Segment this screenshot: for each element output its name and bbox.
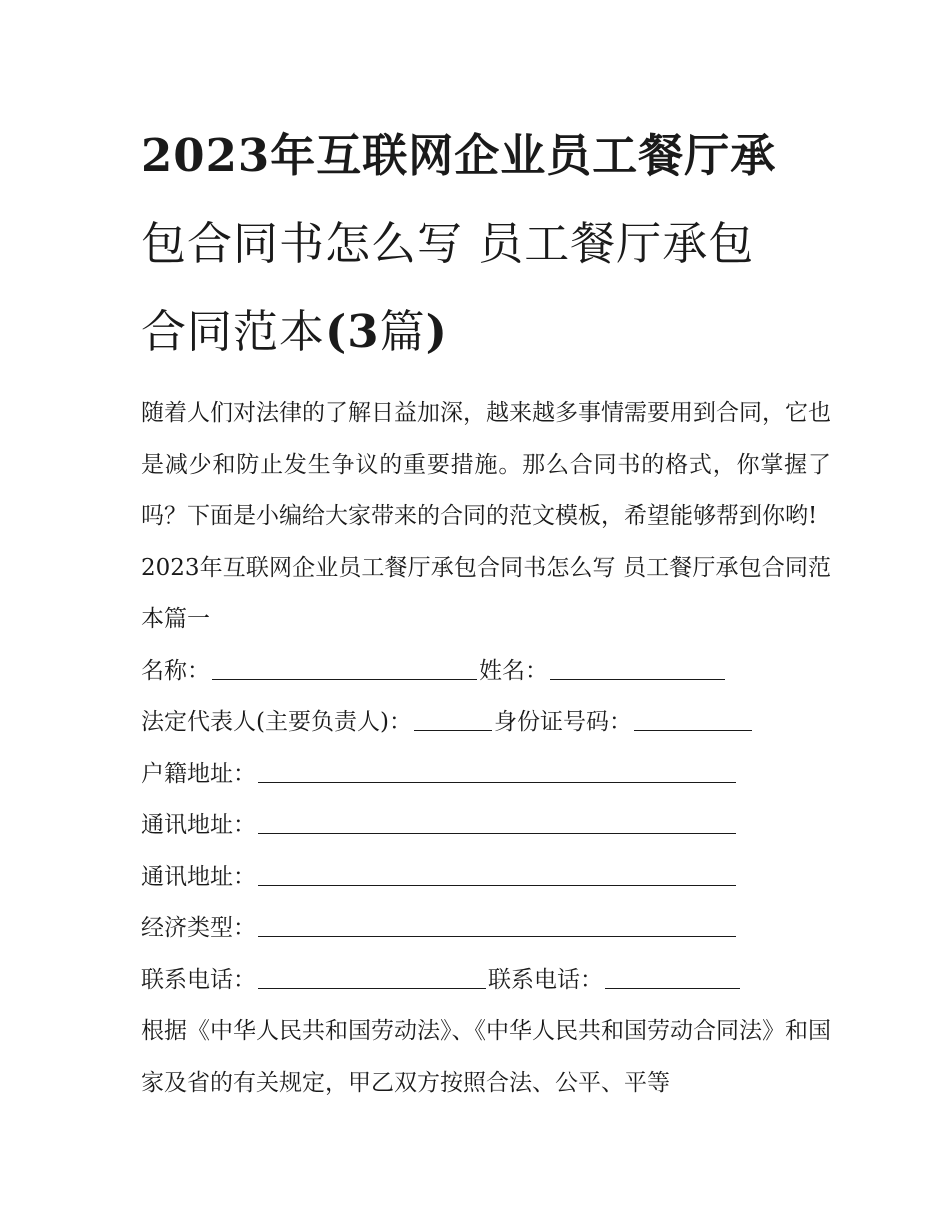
economy-row [141, 903, 831, 955]
id-blank[interactable] [634, 708, 752, 731]
title-line-2: 包合同书怎么写 员工餐厅承包 [141, 217, 755, 270]
title-line-1: 2023年互联网企业员工餐厅承 [141, 129, 777, 182]
address1-row [141, 800, 831, 852]
person-label: 姓名： [479, 657, 548, 684]
phone1-label: 联系电话： [141, 966, 256, 993]
phone1-blank[interactable] [258, 966, 486, 989]
phone2-label: 联系电话： [488, 966, 603, 993]
household-row [141, 749, 831, 801]
address1-blank[interactable] [258, 811, 736, 834]
name-label: 名称： [141, 657, 210, 684]
address1-label: 通讯地址： [141, 812, 256, 838]
closing-paragraph: 根据《中华人民共和国劳动法》、《中华人民共和国劳动合同法》和国家及省的有关规定，甲乙双方按照合法、公平、平等 [141, 1018, 831, 1096]
title-line-3d: ) [425, 305, 448, 358]
name-blank[interactable] [212, 657, 477, 680]
legal-rep-blank[interactable] [414, 708, 492, 731]
document-title [141, 112, 831, 376]
name-row [141, 646, 831, 698]
legal-rep-row [141, 697, 831, 749]
title-line-3b: (3 [325, 305, 380, 358]
address2-row [141, 852, 831, 904]
phone-row [141, 955, 831, 1007]
title-line-3a: 合同范本 [141, 305, 326, 358]
legal-rep-label: 法定代表人(主要负责人)： [141, 709, 412, 735]
intro-paragraph: 随着人们对法律的了解日益加深，越来越多事情需要用到合同，它也是减少和防止发生争议的重要措施。那么合同书的格式，你掌握了吗？下面是小编给大家带来的合同的范文模板，希望能够帮到你哟! [141, 400, 831, 529]
phone2-blank[interactable] [605, 966, 740, 989]
person-blank[interactable] [550, 657, 725, 680]
title-line-3c: 篇 [379, 305, 426, 358]
household-label: 户籍地址： [141, 760, 256, 787]
section-subtitle: 2023年互联网企业员工餐厅承包合同书怎么写 员工餐厅承包合同范本篇一 [141, 554, 831, 632]
address2-blank[interactable] [258, 863, 736, 886]
address2-label: 通讯地址： [141, 863, 256, 890]
document-page [141, 112, 831, 1109]
economy-label: 经济类型： [141, 915, 256, 941]
economy-blank[interactable] [258, 914, 736, 937]
id-label: 身份证号码： [493, 709, 632, 735]
household-blank[interactable] [258, 760, 736, 783]
